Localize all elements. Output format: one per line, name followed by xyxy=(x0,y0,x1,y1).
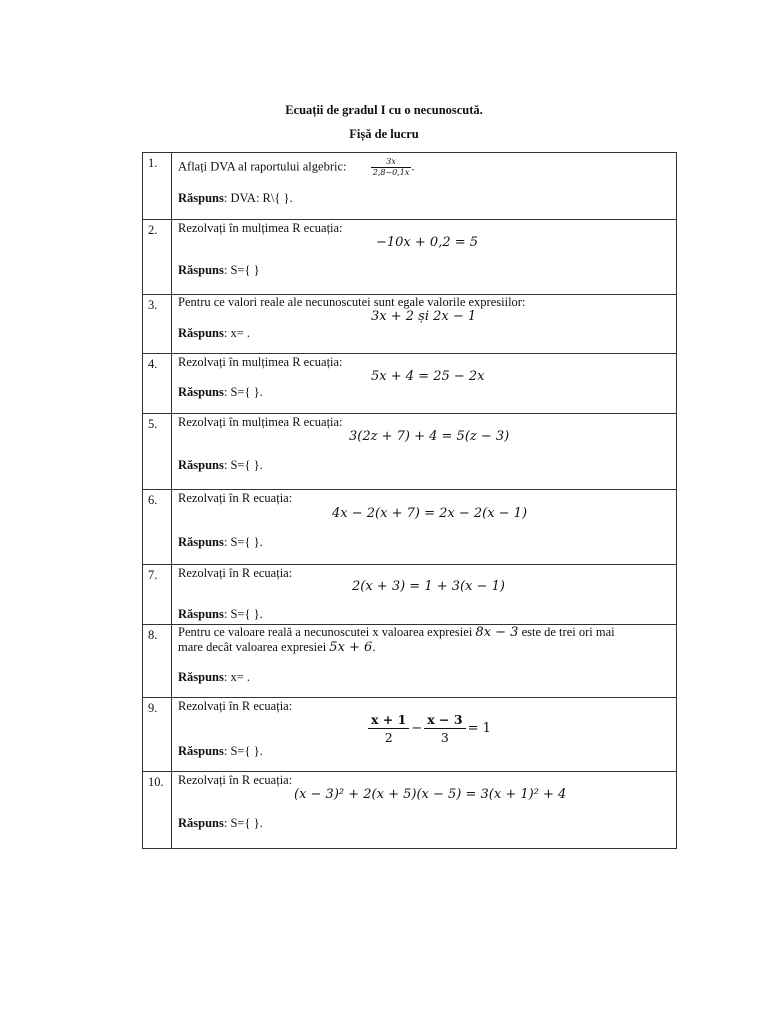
item-number: 8. xyxy=(148,628,158,642)
answer-blank: : DVA: R\{ }. xyxy=(223,191,293,205)
fraction-2 xyxy=(424,711,465,746)
item-text: Aflați DVA al raportului algebric: xyxy=(178,159,347,174)
equation: 5x + 4 = 25 − 2x xyxy=(371,369,485,384)
item-text: Rezolvați în R ecuația: xyxy=(178,699,293,713)
answer-label: Răspuns xyxy=(178,744,224,758)
answer-label: Răspuns xyxy=(178,458,224,472)
item-text-line2: mare decât valoarea expresiei xyxy=(178,640,327,654)
table-row xyxy=(143,625,677,698)
answer-blank: : x= . xyxy=(223,670,251,684)
item-text-end: . xyxy=(372,640,376,654)
item-number: 10. xyxy=(148,775,164,789)
table-row xyxy=(143,565,677,625)
item-text: Rezolvați în mulțimea R ecuația: xyxy=(178,221,343,235)
answer-line xyxy=(178,326,250,341)
item-number: 3. xyxy=(148,298,158,312)
item-number: 2. xyxy=(148,223,158,237)
answer-blank: : S={ }. xyxy=(223,535,263,549)
answer-label: Răspuns xyxy=(178,670,224,684)
answer-blank: : S={ }. xyxy=(223,385,263,399)
item-number: 6. xyxy=(148,493,158,507)
answer-blank: : S={ }. xyxy=(223,744,263,758)
item-text: Rezolvați în R ecuația: xyxy=(178,491,293,505)
fraction-1 xyxy=(368,711,409,746)
table-row xyxy=(143,772,677,849)
table-row xyxy=(143,295,677,354)
item-text: Pentru ce valori reale ale necunoscutei sunt egale valorile expresiilor: xyxy=(178,295,526,309)
answer-line xyxy=(178,607,263,622)
answer-line xyxy=(178,385,263,400)
item-text: Rezolvați în R ecuația: xyxy=(178,566,293,580)
fraction-numerator: 3x xyxy=(371,157,412,168)
answer-label: Răspuns xyxy=(178,535,224,549)
answer-line xyxy=(178,458,263,473)
expression-1: 8x − 3 xyxy=(475,625,519,640)
item-number: 1. xyxy=(148,156,158,170)
equation: −10x + 0,2 = 5 xyxy=(376,235,479,250)
item-text-cont: este de trei ori mai xyxy=(521,625,615,639)
page-subtitle: Fișă de lucru xyxy=(349,127,419,141)
answer-label: Răspuns xyxy=(178,816,224,830)
answer-label: Răspuns xyxy=(178,326,224,340)
item-number: 4. xyxy=(148,357,158,371)
item-number: 9. xyxy=(148,701,158,715)
equation: 3(2z + 7) + 4 = 5(z − 3) xyxy=(349,429,510,444)
table-row xyxy=(143,220,677,295)
answer-label: Răspuns xyxy=(178,263,224,277)
answer-line xyxy=(178,744,263,759)
equation: (x − 3)² + 2(x + 5)(x − 5) = 3(x + 1)² + 4 xyxy=(294,787,567,802)
answer-line xyxy=(178,191,293,206)
fraction-denominator: 3 xyxy=(440,730,449,745)
equation: 2(x + 3) = 1 + 3(x − 1) xyxy=(352,579,505,594)
table-row xyxy=(143,698,677,772)
item-text: Rezolvați în R ecuația: xyxy=(178,773,293,787)
table-row: 1. Aflați DVA al raportului algebric: $\frac{3x}{2,8-0,1x}$ . Răspuns: DVA: R\{ }. xyxy=(143,153,677,220)
fraction-numerator: x − 3 xyxy=(424,711,465,729)
worksheet-table xyxy=(142,152,677,849)
equation: 3x + 2 și 2x − 1 xyxy=(371,309,477,324)
answer-line xyxy=(178,535,263,550)
fraction-denominator: 2 xyxy=(384,730,393,745)
item-number: 5. xyxy=(148,417,158,431)
item-text: Rezolvați în mulțimea R ecuația: xyxy=(178,355,343,369)
answer-blank: : S={ }. xyxy=(223,458,263,472)
fraction-denominator: 2,8−0,1x xyxy=(372,168,410,177)
item-text: Pentru ce valoare reală a necunoscutei x valoarea expresiei xyxy=(178,625,473,639)
item-text: Rezolvați în mulțimea R ecuația: xyxy=(178,415,343,429)
fraction-numerator: x + 1 xyxy=(368,711,409,729)
equation xyxy=(368,711,493,746)
answer-blank: : x= . xyxy=(223,326,251,340)
minus-sign: − xyxy=(411,721,423,736)
equation: 4x − 2(x + 7) = 2x − 2(x − 1) xyxy=(332,506,528,521)
answer-line xyxy=(178,670,250,685)
answer-blank: : S={ }. xyxy=(223,607,263,621)
answer-label: Răspuns xyxy=(178,191,224,205)
equation-rhs: = 1 xyxy=(467,721,491,736)
answer-line xyxy=(178,263,260,278)
answer-label: Răspuns xyxy=(178,607,224,621)
table-row xyxy=(143,414,677,490)
table-row xyxy=(143,490,677,565)
answer-blank: : S={ }. xyxy=(223,816,263,830)
answer-blank: : S={ } xyxy=(223,263,260,277)
page-title: Ecuații de gradul I cu o necunoscută. xyxy=(285,103,483,117)
fraction xyxy=(371,157,412,178)
answer-line xyxy=(178,816,263,831)
expression-2: 5x + 6 xyxy=(329,640,373,655)
item-number: 7. xyxy=(148,568,158,582)
answer-label: Răspuns xyxy=(178,385,224,399)
table-row xyxy=(143,354,677,414)
